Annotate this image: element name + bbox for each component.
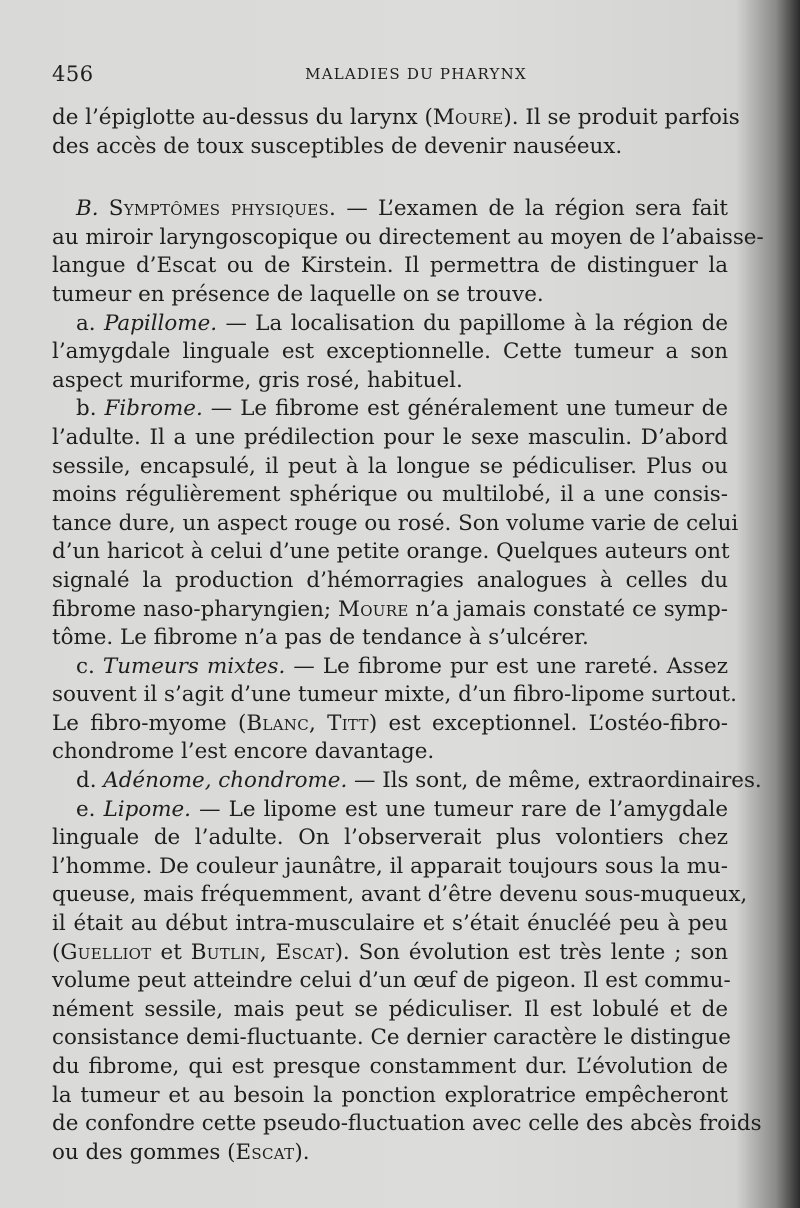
author-name: Butlin: [190, 939, 260, 965]
text-line: aspect muriforme, gris rosé, habituel.: [52, 367, 463, 393]
text-line: des accès de toux susceptibles de devenir nauséeux.: [52, 133, 623, 159]
subsection-title: Lipome.: [103, 796, 191, 822]
text-line: volume peut atteindre celui d’un œuf de pigeon. Il est commu-: [52, 968, 731, 994]
author-name: Titt: [327, 710, 369, 736]
text-line: l’amygdale linguale est exceptionnelle. Cette tumeur a son: [52, 339, 728, 365]
section-heading: Symptômes physiques.: [108, 196, 337, 222]
text-line: d’un haricot à celui d’une petite orange. Quelques auteurs ont: [52, 539, 730, 565]
author-name: Moure: [432, 105, 504, 130]
text-line: souvent il s’agit d’une tumeur mixte, d’un fibro-lipome surtout.: [52, 682, 737, 708]
subsection-heading-line: d. Adénome, chondrome. — Ils sont, de même, extraordinaires.: [76, 768, 762, 794]
subsection-heading-line: a. Papillome. — La localisation du papillome à la région de: [76, 310, 728, 336]
text-line: l’adulte. Il a une prédilection pour le sexe masculin. D’abord: [52, 424, 728, 450]
text-line: linguale de l’adulte. On l’observerait plus volontiers chez: [52, 825, 728, 851]
subsection-title: Papillome.: [104, 310, 218, 336]
text-line: langue d’Escat ou de Kirstein. Il permettra de distinguer la: [52, 253, 728, 279]
author-name: Moure: [338, 596, 409, 622]
text-line: tôme. Le fibrome n’a pas de tendance à s’ulcérer.: [52, 625, 589, 651]
subsection-title: Tumeurs mixtes.: [102, 653, 286, 679]
section-heading-line: B. Symptômes physiques. — L’examen de la région sera fait: [76, 196, 729, 222]
text-line: consistance demi-fluctuante. Ce dernier caractère le distingue: [52, 1025, 731, 1051]
subsection-heading-line: e. Lipome. — Le lipome est une tumeur rare de l’amygdale: [76, 796, 728, 822]
author-name: Escat: [235, 1139, 295, 1165]
page-number: 456: [52, 62, 94, 86]
author-name: Escat: [275, 939, 335, 965]
text-line: nément sessile, mais peut se pédiculiser. Il est lobulé et de: [52, 996, 728, 1022]
text-line: au miroir laryngoscopique ou directement au moyen de l’abaisse-: [52, 224, 764, 250]
text-line: ou des gommes (Escat).: [52, 1139, 310, 1165]
subsection-heading-line: c. Tumeurs mixtes. — Le fibrome pur est une rareté. Assez: [76, 653, 728, 679]
text-line: tumeur en présence de laquelle on se trouve.: [52, 281, 544, 307]
subsection-title: Adénome, chondrome.: [103, 768, 348, 794]
page-body: [52, 104, 764, 1167]
text-line: signalé la production d’hémorragies analogues à celles du: [52, 567, 728, 593]
text-line: sessile, encapsulé, il peut à la longue se pédiculiser. Plus ou: [52, 453, 728, 479]
text-line: chondrome l’est encore davantage.: [52, 739, 435, 765]
subsection-heading-line: b. Fibrome. — Le fibrome est généralement une tumeur de: [76, 396, 728, 422]
author-name: Blanc: [246, 710, 309, 736]
text-line: moins régulièrement sphérique ou multilobé, il a une consis-: [52, 482, 728, 508]
text-line: il était au début intra-musculaire et s’était énucléé peu à peu: [52, 911, 728, 937]
text-line: Le fibro-myome (Blanc, Titt) est exceptionnel. L’ostéo-fibro-: [52, 710, 728, 736]
text-line: l’homme. De couleur jaunâtre, il apparait toujours sous la mu-: [52, 853, 728, 879]
text-line: de l’épiglotte au-dessus du larynx (Moure). Il se produit parfois: [52, 105, 740, 130]
text-line: tance dure, un aspect rouge ou rosé. Son volume varie de celui: [52, 510, 739, 536]
text-line: du fibrome, qui est presque constamment dur. L’évolution de: [52, 1054, 728, 1079]
subsection-title: Fibrome.: [104, 396, 203, 422]
text-line: fibrome naso-pharyngien; Moure n’a jamais constaté ce symp-: [52, 596, 729, 622]
text-line: la tumeur et au besoin la ponction exploratrice empêcheront: [52, 1082, 728, 1108]
text-line: queuse, mais fréquemment, avant d’être devenu sous-muqueux,: [52, 882, 748, 908]
text-line: de confondre cette pseudo-fluctuation avec celle des abcès froids: [52, 1111, 762, 1137]
author-name: Guelliot: [60, 939, 152, 965]
running-head: MALADIES DU PHARYNX: [305, 65, 527, 83]
text-line: (Guelliot et Butlin, Escat). Son évolution est très lente ; son: [52, 939, 728, 965]
page-header: [52, 62, 740, 92]
